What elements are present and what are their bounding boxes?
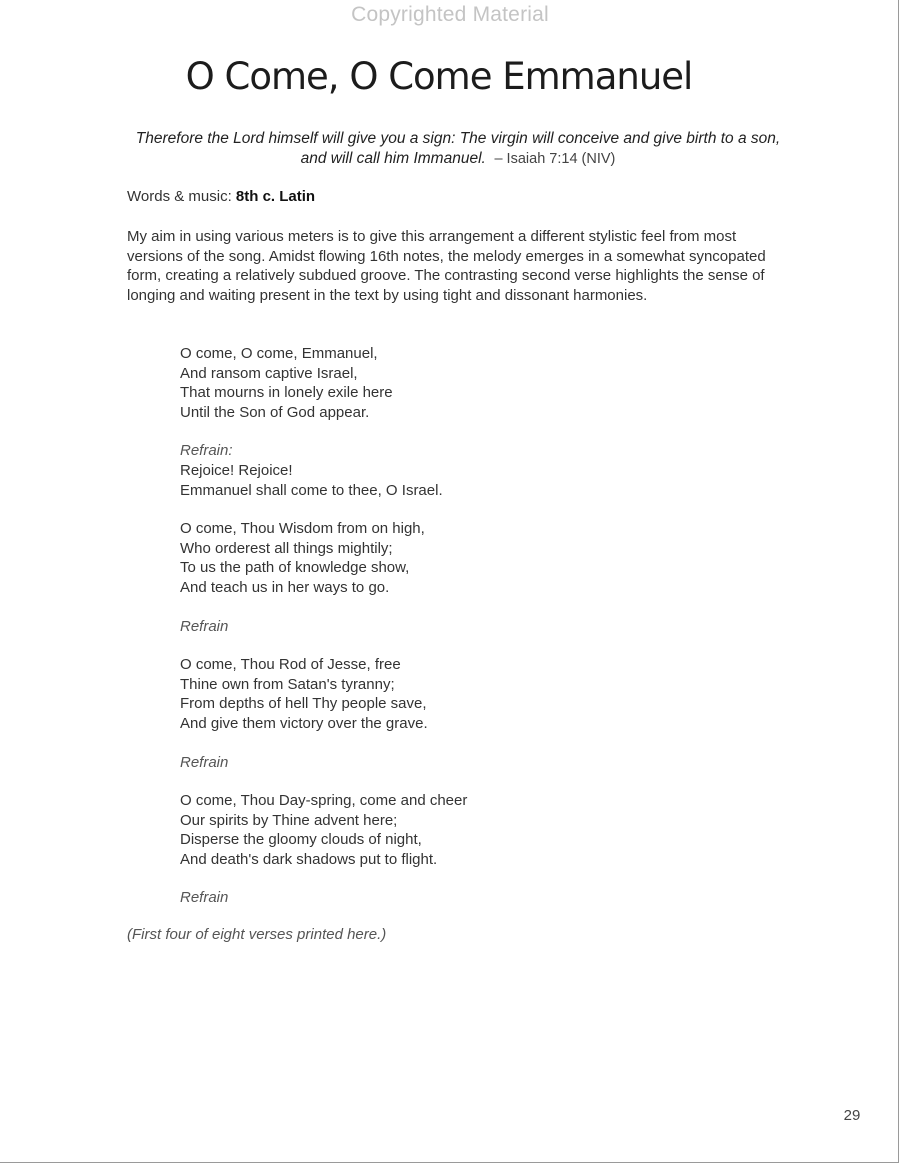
epigraph-reference: – Isaiah 7:14 (NIV) xyxy=(494,151,616,167)
lyric-line: Emmanuel shall come to thee, O Israel. xyxy=(180,481,443,499)
refrain-repeat xyxy=(180,888,740,908)
lyrics xyxy=(180,344,740,927)
refrain xyxy=(180,441,740,500)
lyric-line: And ransom captive Israel, xyxy=(180,364,358,382)
copyright-watermark: Copyrighted Material xyxy=(351,3,549,26)
verse-3 xyxy=(180,655,740,733)
scripture-epigraph xyxy=(128,129,788,169)
lyric-line: O come, Thou Rod of Jesse, free xyxy=(180,656,401,674)
verse-1 xyxy=(180,344,740,422)
lyric-line: O come, Thou Wisdom from on high, xyxy=(180,520,425,538)
verses-footnote: (First four of eight verses printed here.) xyxy=(127,926,387,943)
refrain-label: Refrain xyxy=(180,889,229,907)
credit-label: Words & music: xyxy=(127,188,232,205)
song-credit xyxy=(127,188,315,205)
lyric-line: Our spirits by Thine advent here; xyxy=(180,811,398,829)
lyric-line: To us the path of knowledge show, xyxy=(180,559,410,577)
page-number: 29 xyxy=(843,1107,861,1124)
song-title: O Come, O Come Emmanuel xyxy=(185,55,693,98)
lyric-line: Rejoice! Rejoice! xyxy=(180,461,293,479)
refrain-repeat xyxy=(180,617,740,637)
epigraph-quote: Therefore the Lord himself will give you a sign: The virgin will conceive and give birth to a son, and will call him Immanuel. xyxy=(135,130,781,167)
verse-4 xyxy=(180,791,740,869)
lyric-line: Disperse the gloomy clouds of night, xyxy=(180,831,422,849)
lyric-line: And death's dark shadows put to flight. xyxy=(180,850,438,868)
refrain-label: Refrain xyxy=(180,617,229,635)
refrain-repeat xyxy=(180,753,740,773)
refrain-label: Refrain: xyxy=(180,442,233,460)
lyric-line: Thine own from Satan's tyranny; xyxy=(180,675,395,693)
lyric-line: O come, Thou Day-spring, come and cheer xyxy=(180,792,468,810)
arrangement-notes: My aim in using various meters is to give this arrangement a different stylistic feel from most versions of the song. Amidst flowing 16th notes, the melody emerges in a somewhat syncopated form, creating a relatively subdued groove. The contrasting second verse highlights the sense of longing and waiting present in the text by using tight and dissonant harmonies. xyxy=(127,228,766,304)
lyric-line: Who orderest all things mightily; xyxy=(180,539,393,557)
lyric-line: O come, O come, Emmanuel, xyxy=(180,345,378,362)
lyric-line: Until the Son of God appear. xyxy=(180,403,370,421)
lyric-line: That mourns in lonely exile here xyxy=(180,384,393,402)
lyric-line: And teach us in her ways to go. xyxy=(180,578,390,596)
credit-value: 8th c. Latin xyxy=(235,188,316,205)
refrain-label: Refrain xyxy=(180,753,229,771)
lyric-line: From depths of hell Thy people save, xyxy=(180,695,427,713)
verse-2 xyxy=(180,519,740,597)
lyric-line: And give them victory over the grave. xyxy=(180,714,428,732)
